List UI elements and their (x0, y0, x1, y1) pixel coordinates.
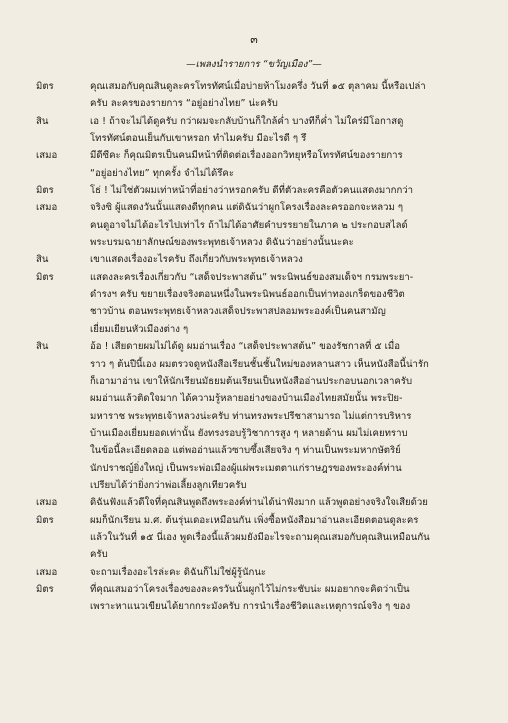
speaker-name: สิน (36, 341, 49, 353)
dialogue-text: ราว ๆ ต้นปีนี้เอง ผมตรวจดูหนังสือเรียนชั้นชั้นใหม่ของหลานสาว เห็นหนังสือนี้น่ารัก (90, 358, 429, 370)
dialogue-line (36, 113, 486, 130)
dialogue-text: โธ่ ! ไม่ใช่ตัวผมเท่าหน้าที่อย่างว่าหรอกครับ ดีที่ตัวละครคือตัวคนแสดงมากกว่า (90, 185, 414, 197)
dialogue-text: ในข้อนี้ละเอียดลออ แต่พออ่านแล้วซาบซึ้งเสียจริง ๆ ท่านเป็นพระมหากษัตริย์ (90, 445, 401, 457)
dialogue-text: เอ ! ถ้าจะไม่ได้ดูครับ กว่าผมจะกลับบ้านก็ใกล้ค่ำ บางทีก็ค่ำ ไม่ใคร่มีโอกาสดู (90, 115, 404, 127)
dialogue-text: ผมก็นักเรียน ม.ศ. ต้นรุ่นเดอะเหมือนกัน เพิ่งซื้อหนังสือมาอ่านละเอียดตอนดูละคร (90, 514, 419, 526)
dialogue-text: เพราะหาแนวเขียนได้ยากกระมังครับ การนำเรื่องชีวิตและเหตุการณ์จริง ๆ ของ (90, 601, 411, 613)
dialogue-line (36, 338, 486, 355)
dialogue-text: บ้านเมืองเยี่ยมยอดเท่านั้น ยังทรงรอบรู้วิชาการสูง ๆ หลายด้าน ผมไม่เคยทราบ (90, 427, 408, 439)
dialogue-text: “อยู่อย่างไทย” ทุกครั้ง จำไม่ได้รึคะ (90, 167, 234, 179)
dialogue-line (36, 460, 486, 477)
speaker-name: เสมอ (36, 150, 58, 162)
dialogue-line (36, 512, 486, 529)
dialogue-line (36, 286, 486, 303)
speaker-name: มิตร (36, 271, 54, 283)
dialogue-line (36, 494, 486, 511)
dialogue-line (36, 303, 486, 320)
dialogue-line (36, 425, 486, 442)
dialogue-text: พระบรมฉายาลักษณ์ของพระพุทธเจ้าหลวง ดิฉันว่าอย่างนั้นนะคะ (90, 237, 354, 249)
dialogue-text: ดิฉันฟังแล้วดีใจที่คุณสินพูดถึงพระองค์ท่านได้น่าฟังมาก แล้วพูดอย่างจริงใจเสียด้วย (90, 497, 428, 509)
dialogue-line (36, 147, 486, 164)
dialogue-text: มีดีซีคะ ก็คุณมิตรเป็นคนมีหน้าที่ติดต่อเรื่องออกวิทยุหรือโทรทัศน์ของรายการ (90, 150, 403, 162)
page-number: ๓ (250, 33, 258, 46)
dialogue-line (36, 442, 486, 459)
dialogue-line (36, 78, 486, 95)
dialogue-line (36, 199, 486, 216)
dialogue-text: เยี่ยมเยียนหัวเมืองต่าง ๆ (90, 323, 189, 335)
dialogue-line (36, 217, 486, 234)
speaker-name: มิตร (36, 185, 54, 197)
dialogue-line (36, 356, 486, 373)
dialogue-line (36, 130, 486, 147)
dialogue-line (36, 269, 486, 286)
dialogue-text: คนดูอาจไม่ได้อะไรไปเท่าไร ถ้าไม่ได้อาศัยคำบรรยายในภาค ๒ ประกอบสไลด์ (90, 219, 408, 231)
dialogue-text: จะถามเรื่องอะไรล่ะคะ ดิฉันก็ไม่ใช่ผู้รู้นักนะ (90, 566, 267, 578)
dialogue-text: เขาแสดงเรื่องอะไรครับ ถึงเกี่ยวกับพระพุทธเจ้าหลวง (90, 254, 303, 266)
dialogue-text: แสดงละครเรื่องเกี่ยวกับ “เสด็จประพาสต้น” พระนิพนธ์ของสมเด็จฯ กรมพระยา- (90, 271, 414, 283)
dialogue-text: โทรทัศน์ตอนเย็นกับเขาหรอก ทำไมครับ มีอะไรดี ๆ รึ (90, 133, 307, 145)
dialogue-line (36, 390, 486, 407)
dialogue-line (36, 165, 486, 182)
dialogue-line (36, 182, 486, 199)
dialogue-line (36, 564, 486, 581)
speaker-name: เสมอ (36, 566, 58, 578)
dialogue-text: ครับ ละครของรายการ “อยู่อย่างไทย” น่ะครับ (90, 98, 278, 110)
dialogue-line (36, 251, 486, 268)
dialogue-line (36, 529, 486, 546)
dialogue-script (36, 78, 486, 616)
dialogue-text: เปรียบได้ว่ายิ่งกว่าพ่อเลี้ยงลูกเทียวครับ (90, 479, 247, 491)
speaker-name: มิตร (36, 514, 54, 526)
dialogue-text: มหาราช พระพุทธเจ้าหลวงน่ะครับ ท่านทรงพระปรีชาสามารถ ไม่แต่การบริหาร (90, 410, 412, 422)
dialogue-text: นักปราชญ์ยิ่งใหญ่ เป็นพระพ่อเมืองผู้แผ่พระเมตตาแก่ราษฎรของพระองค์ท่าน (90, 462, 402, 474)
speaker-name: สิน (36, 254, 49, 266)
dialogue-text: ที่คุณเสมอว่าโครงเรื่องของละครวันนั้นผูกไว้ไม่กระชับน่ะ ผมอยากจะคิดว่าเป็น (90, 583, 410, 595)
dialogue-line (36, 598, 486, 615)
dialogue-line (36, 477, 486, 494)
dialogue-line (36, 373, 486, 390)
dialogue-line (36, 546, 486, 563)
dialogue-text: อ้อ ! เสียดายผมไม่ได้ดู ผมอ่านเรื่อง “เสด็จประพาสต้น” ของรัชกาลที่ ๕ เมื่อ (90, 341, 400, 353)
speaker-name: มิตร (36, 81, 54, 92)
dialogue-text: ดำรงฯ ครับ ขยายเรื่องจริงตอนหนึ่งในพระนิพนธ์ออกเป็นท่าทองเกร็ดของชีวิต (90, 289, 405, 301)
dialogue-text: คุณเสมอกับคุณสินดูละครโทรทัศน์เมื่อบ่ายห้าโมงครึ่ง วันที่ ๑๕ ตุลาคม นี้หรือเปล่า (90, 81, 426, 92)
speaker-name: มิตร (36, 583, 54, 595)
dialogue-text: ครับ (90, 549, 108, 561)
dialogue-text: ก็เอามาอ่าน เขาให้นักเรียนมัธยมต้นเรียนเป็นหนังสืออ่านประกอบนอกเวลาครับ (90, 375, 413, 387)
speaker-name: เสมอ (36, 202, 58, 214)
dialogue-line (36, 95, 486, 112)
dialogue-line (36, 408, 486, 425)
dialogue-text: แล้วในวันที่ ๑๕ นี่เอง พูดเรื่องนี้แล้วผมยังมีอะไรจะถามคุณเสมอกับคุณสินเหมือนกัน (90, 531, 430, 543)
dialogue-line (36, 234, 486, 251)
dialogue-text: ผมอ่านแล้วติดใจมาก ได้ความรู้หลายอย่างของบ้านเมืองไทยสมัยนั้น พระปิย- (90, 393, 403, 405)
dialogue-line (36, 581, 486, 598)
dialogue-text: ชาวบ้าน ตอนพระพุทธเจ้าหลวงเสด็จประพาสปลอมพระองค์เป็นคนสามัญ (90, 306, 386, 318)
program-header: —เพลงนำรายการ “ขวัญเมือง”— (186, 59, 322, 70)
speaker-name: สิน (36, 115, 49, 127)
dialogue-text: จริงซิ ผู้แสดงวันนั้นแสดงดีทุกคน แต่ดิฉันว่าผูกโครงเรื่องละครออกจะหลวม ๆ (90, 202, 404, 214)
dialogue-line (36, 321, 486, 338)
speaker-name: เสมอ (36, 497, 58, 509)
